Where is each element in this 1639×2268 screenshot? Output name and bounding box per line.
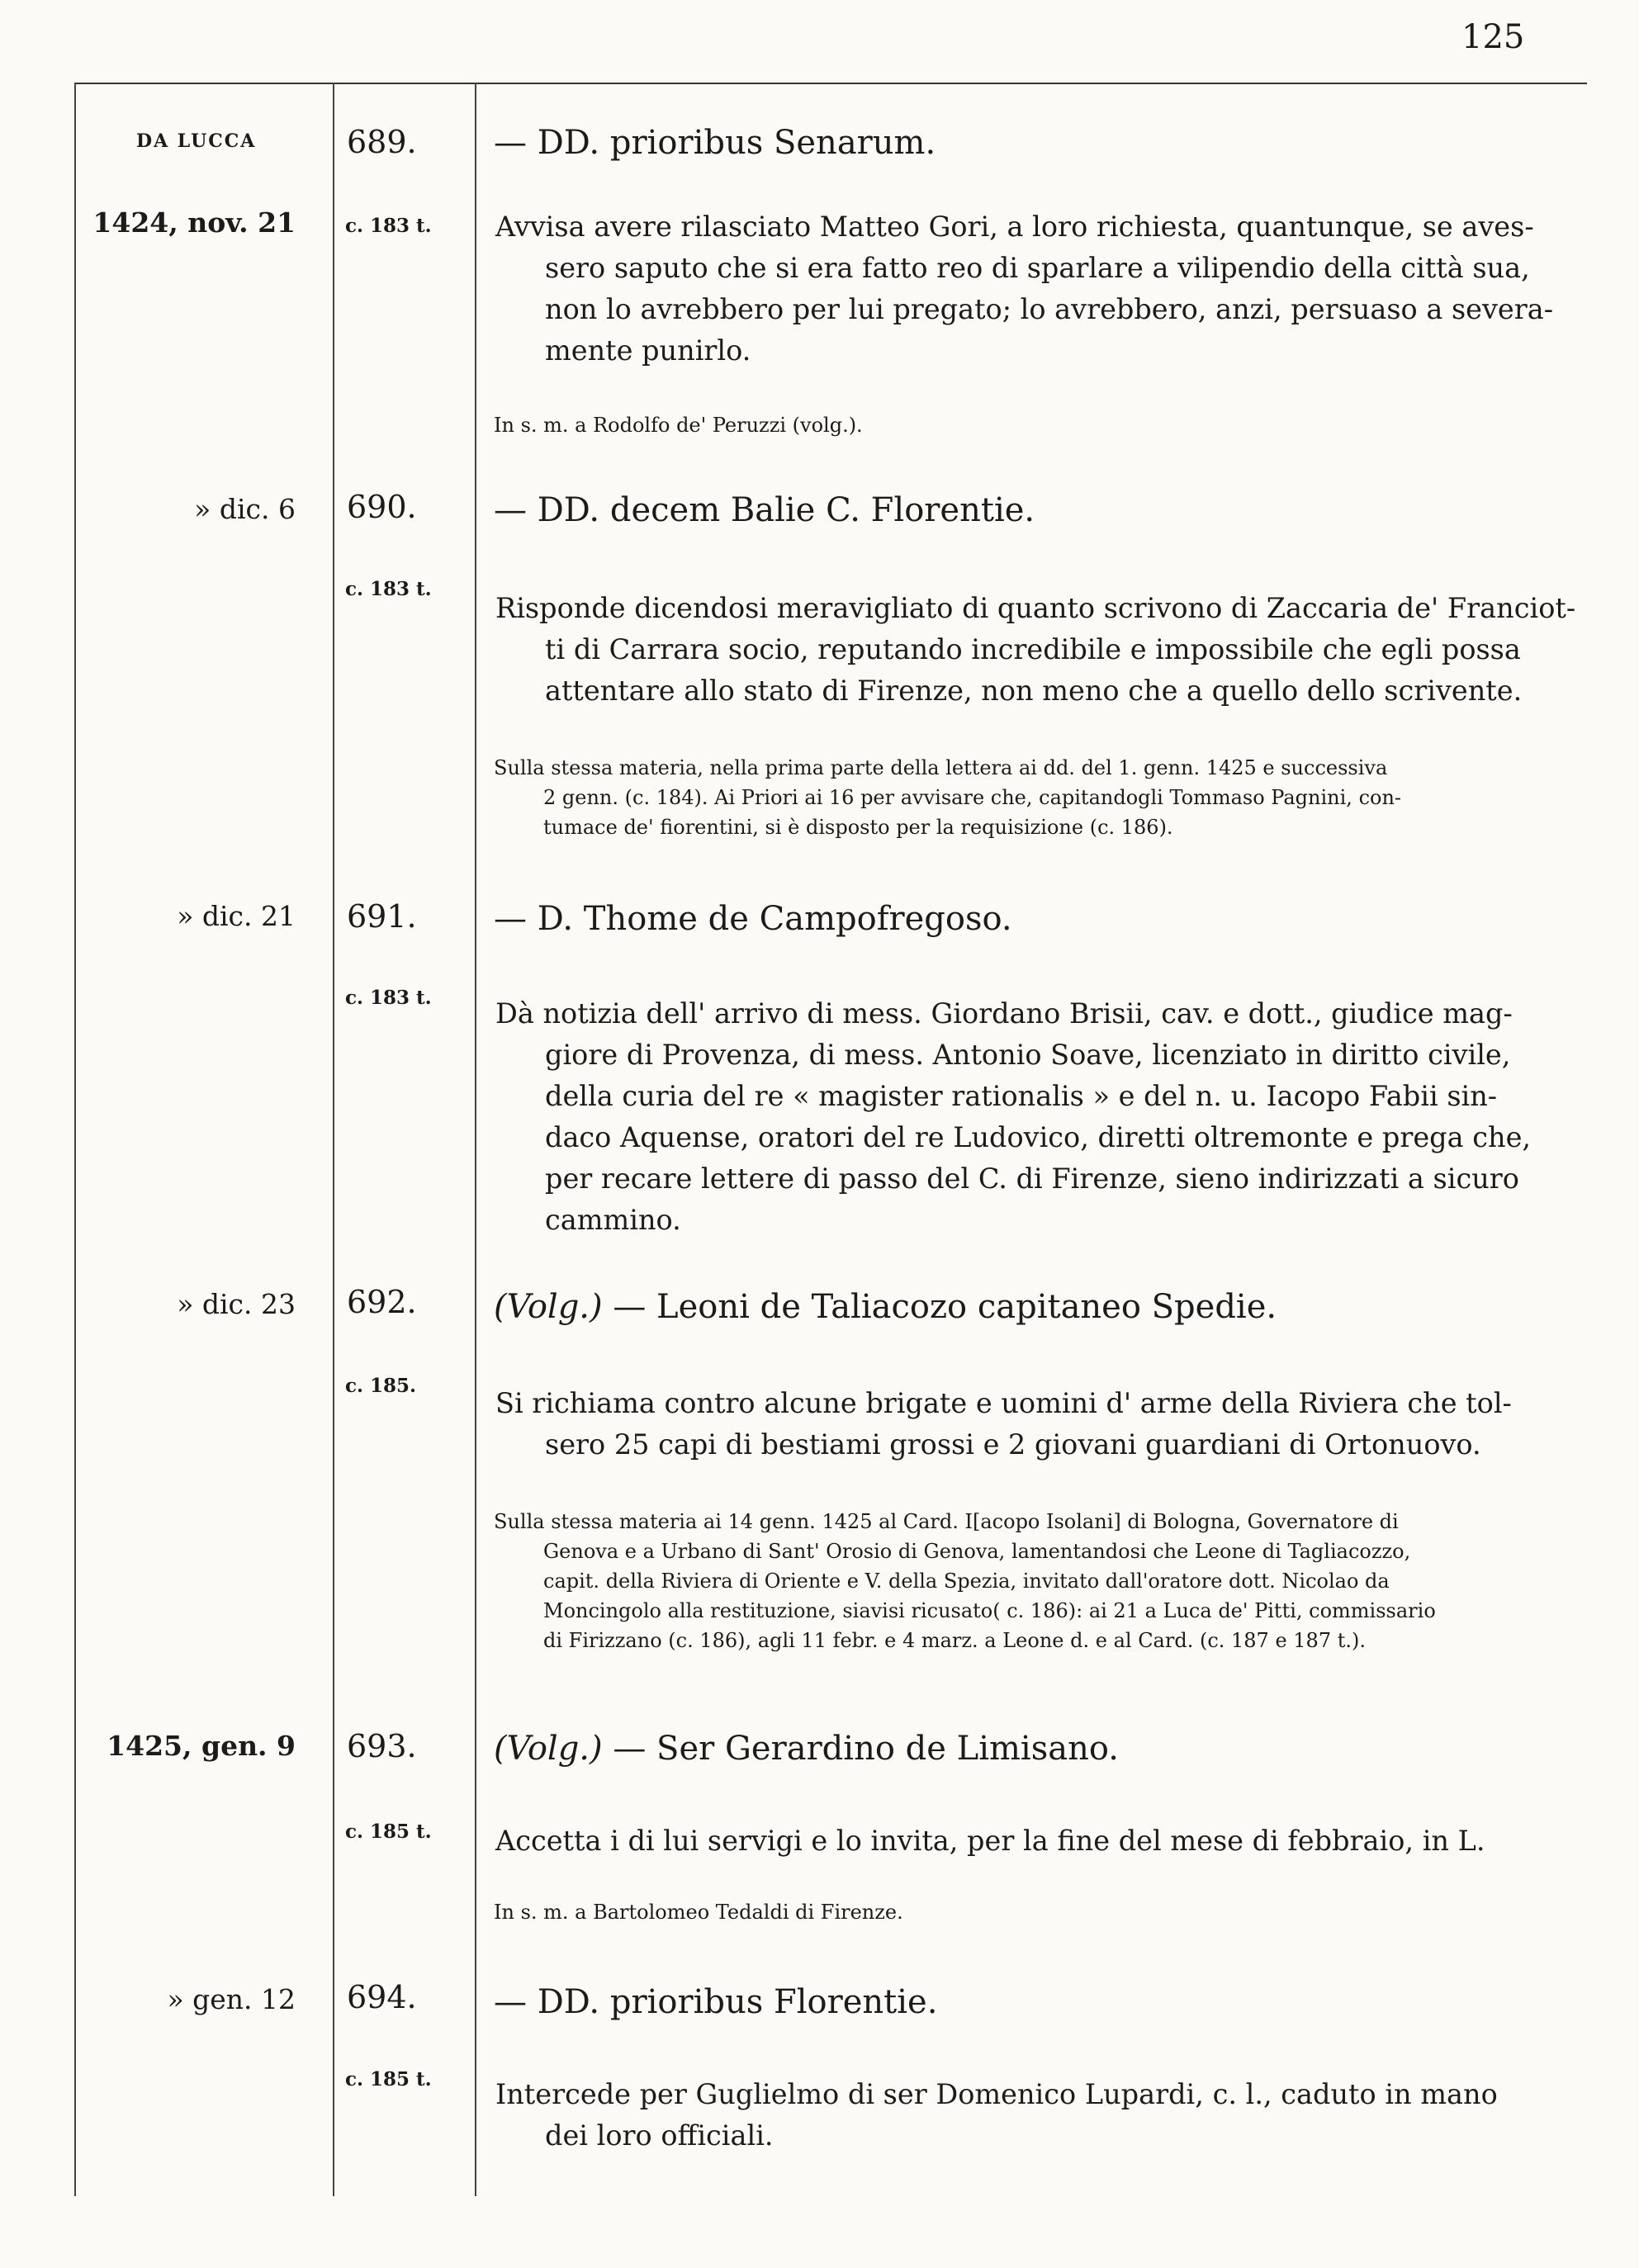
entry-number: 692. bbox=[347, 1284, 417, 1320]
note-line: tumace de' fiorentini, si è disposto per la requisizione (c. 186). bbox=[543, 816, 1173, 839]
entry-number: 691. bbox=[347, 898, 417, 935]
entry-folio: c. 185 t. bbox=[345, 1821, 432, 1843]
entry-folio: c. 183 t. bbox=[345, 578, 432, 600]
entry-addressee: — DD. prioribus Senarum. bbox=[494, 124, 936, 162]
column-rule-middle bbox=[333, 83, 334, 2196]
entry-note bbox=[494, 1507, 1584, 1655]
entry-body bbox=[495, 2074, 1577, 2157]
entry-body bbox=[495, 1821, 1577, 1862]
entry-number: 694. bbox=[347, 1979, 417, 2015]
body-line: Intercede per Guglielmo di ser Domenico Lupardi, c. l., caduto in mano bbox=[495, 2078, 1498, 2110]
note-line: 2 genn. (c. 184). Ai Priori ai 16 per avvisare che, capitandogli Tommaso Pagnini, con- bbox=[543, 786, 1402, 809]
entry-body bbox=[495, 1383, 1577, 1465]
entry-addressee: — DD. decem Balie C. Florentie. bbox=[494, 491, 1035, 529]
body-line: sero 25 capi di bestiami grossi e 2 giovani guardiani di Ortonuovo. bbox=[545, 1428, 1481, 1461]
entry-addressee bbox=[494, 1288, 1277, 1326]
body-line: Risponde dicendosi meravigliato di quanto scrivono di Zaccaria de' Franciot- bbox=[495, 592, 1576, 624]
entry-folio: c. 185. bbox=[345, 1375, 417, 1397]
note-line: In s. m. a Rodolfo de' Peruzzi (volg.). bbox=[494, 414, 863, 437]
body-line: cammino. bbox=[545, 1204, 681, 1236]
entry-body bbox=[495, 588, 1577, 712]
entry-date-text: 1425, gen. 9 bbox=[107, 1730, 296, 1762]
entry-date: » dic. 6 bbox=[194, 493, 296, 525]
note-line: In s. m. a Bartolomeo Tedaldi di Firenze. bbox=[494, 1901, 903, 1924]
entry-folio: c. 185 t. bbox=[345, 2068, 432, 2090]
page-number: 125 bbox=[1461, 18, 1525, 56]
entry-date bbox=[81, 1730, 296, 1762]
body-line: non lo avrebbero per lui pregato; lo avrebbero, anzi, persuaso a severa- bbox=[545, 293, 1554, 325]
entry-body bbox=[495, 206, 1577, 372]
entry-number: 693. bbox=[347, 1728, 417, 1764]
entry-addressee: — D. Thome de Campofregoso. bbox=[494, 900, 1012, 938]
note-line: Sulla stessa materia, nella prima parte della lettera ai dd. del 1. genn. 1425 e successiva bbox=[494, 756, 1388, 779]
entry-date: 1424, nov. 21 bbox=[92, 206, 296, 239]
entry-folio: c. 183 t. bbox=[345, 987, 432, 1009]
entry-folio: c. 183 t. bbox=[345, 215, 432, 237]
note-line: Moncingolo alla restituzione, siavisi ricusato( c. 186): ai 21 a Luca de' Pitti, commissario bbox=[543, 1599, 1436, 1622]
body-line: ti di Carrara socio, reputando incredibile e impossibile che egli possa bbox=[545, 633, 1521, 665]
body-line: della curia del re « magister rationalis » e del n. u. Iacopo Fabii sin- bbox=[545, 1080, 1498, 1112]
body-line: Si richiama contro alcune brigate e uomini d' arme della Riviera che tol- bbox=[495, 1387, 1512, 1419]
header-label: DA LUCCA bbox=[136, 130, 257, 152]
entry-date: » gen. 12 bbox=[167, 1983, 296, 2015]
body-line: per recare lettere di passo del C. di Firenze, sieno indirizzati a sicuro bbox=[545, 1162, 1519, 1195]
entry-addressee bbox=[494, 1730, 1119, 1768]
column-rule-right bbox=[475, 83, 476, 2196]
note-line: capit. della Riviera di Oriente e V. della Spezia, invitato dall'oratore dott. Nicolao da bbox=[543, 1570, 1390, 1593]
body-line: giore di Provenza, di mess. Antonio Soave, licenziato in diritto civile, bbox=[545, 1039, 1511, 1071]
body-line: Accetta i di lui servigi e lo invita, per la fine del mese di febbraio, in L. bbox=[495, 1825, 1485, 1857]
column-rule-left bbox=[74, 83, 76, 2196]
body-line: daco Aquense, oratori del re Ludovico, diretti oltremonte e prega che, bbox=[545, 1121, 1532, 1153]
note-line: di Firizzano (c. 186), agli 11 febr. e 4 marz. a Leone d. e al Card. (c. 187 e 187 t.). bbox=[543, 1629, 1366, 1652]
body-line: sero saputo che si era fatto reo di sparlare a vilipendio della città sua, bbox=[545, 252, 1530, 284]
volg-label: (Volg.) bbox=[494, 1288, 603, 1326]
entry-number: 689. bbox=[347, 124, 417, 160]
entry-note bbox=[494, 753, 1584, 842]
entry-note bbox=[494, 410, 1584, 440]
body-line: attentare allo stato di Firenze, non meno che a quello dello scrivente. bbox=[545, 675, 1523, 707]
header-rule bbox=[76, 83, 1587, 84]
addressee-name: — Ser Gerardino de Limisano. bbox=[613, 1730, 1119, 1768]
note-line: Genova e a Urbano di Sant' Orosio di Genova, lamentandosi che Leone di Tagliacozzo, bbox=[543, 1540, 1411, 1563]
entry-addressee: — DD. prioribus Florentie. bbox=[494, 1983, 938, 2021]
entry-note bbox=[494, 1897, 1584, 1927]
body-line: Dà notizia dell' arrivo di mess. Giordano Brisii, cav. e dott., giudice mag- bbox=[495, 997, 1513, 1030]
body-line: Avvisa avere rilasciato Matteo Gori, a loro richiesta, quantunque, se aves- bbox=[495, 211, 1534, 243]
entry-date: » dic. 21 bbox=[177, 900, 296, 932]
volg-label: (Volg.) bbox=[494, 1730, 603, 1768]
body-line: dei loro officiali. bbox=[545, 2119, 774, 2152]
note-line: Sulla stessa materia ai 14 genn. 1425 al Card. I[acopo Isolani] di Bologna, Governatore di bbox=[494, 1510, 1399, 1533]
entry-body bbox=[495, 993, 1577, 1241]
addressee-name: — Leoni de Taliacozo capitaneo Spedie. bbox=[613, 1288, 1277, 1326]
entry-number: 690. bbox=[347, 489, 417, 525]
entry-date: » dic. 23 bbox=[177, 1288, 296, 1320]
body-line: mente punirlo. bbox=[545, 334, 751, 367]
